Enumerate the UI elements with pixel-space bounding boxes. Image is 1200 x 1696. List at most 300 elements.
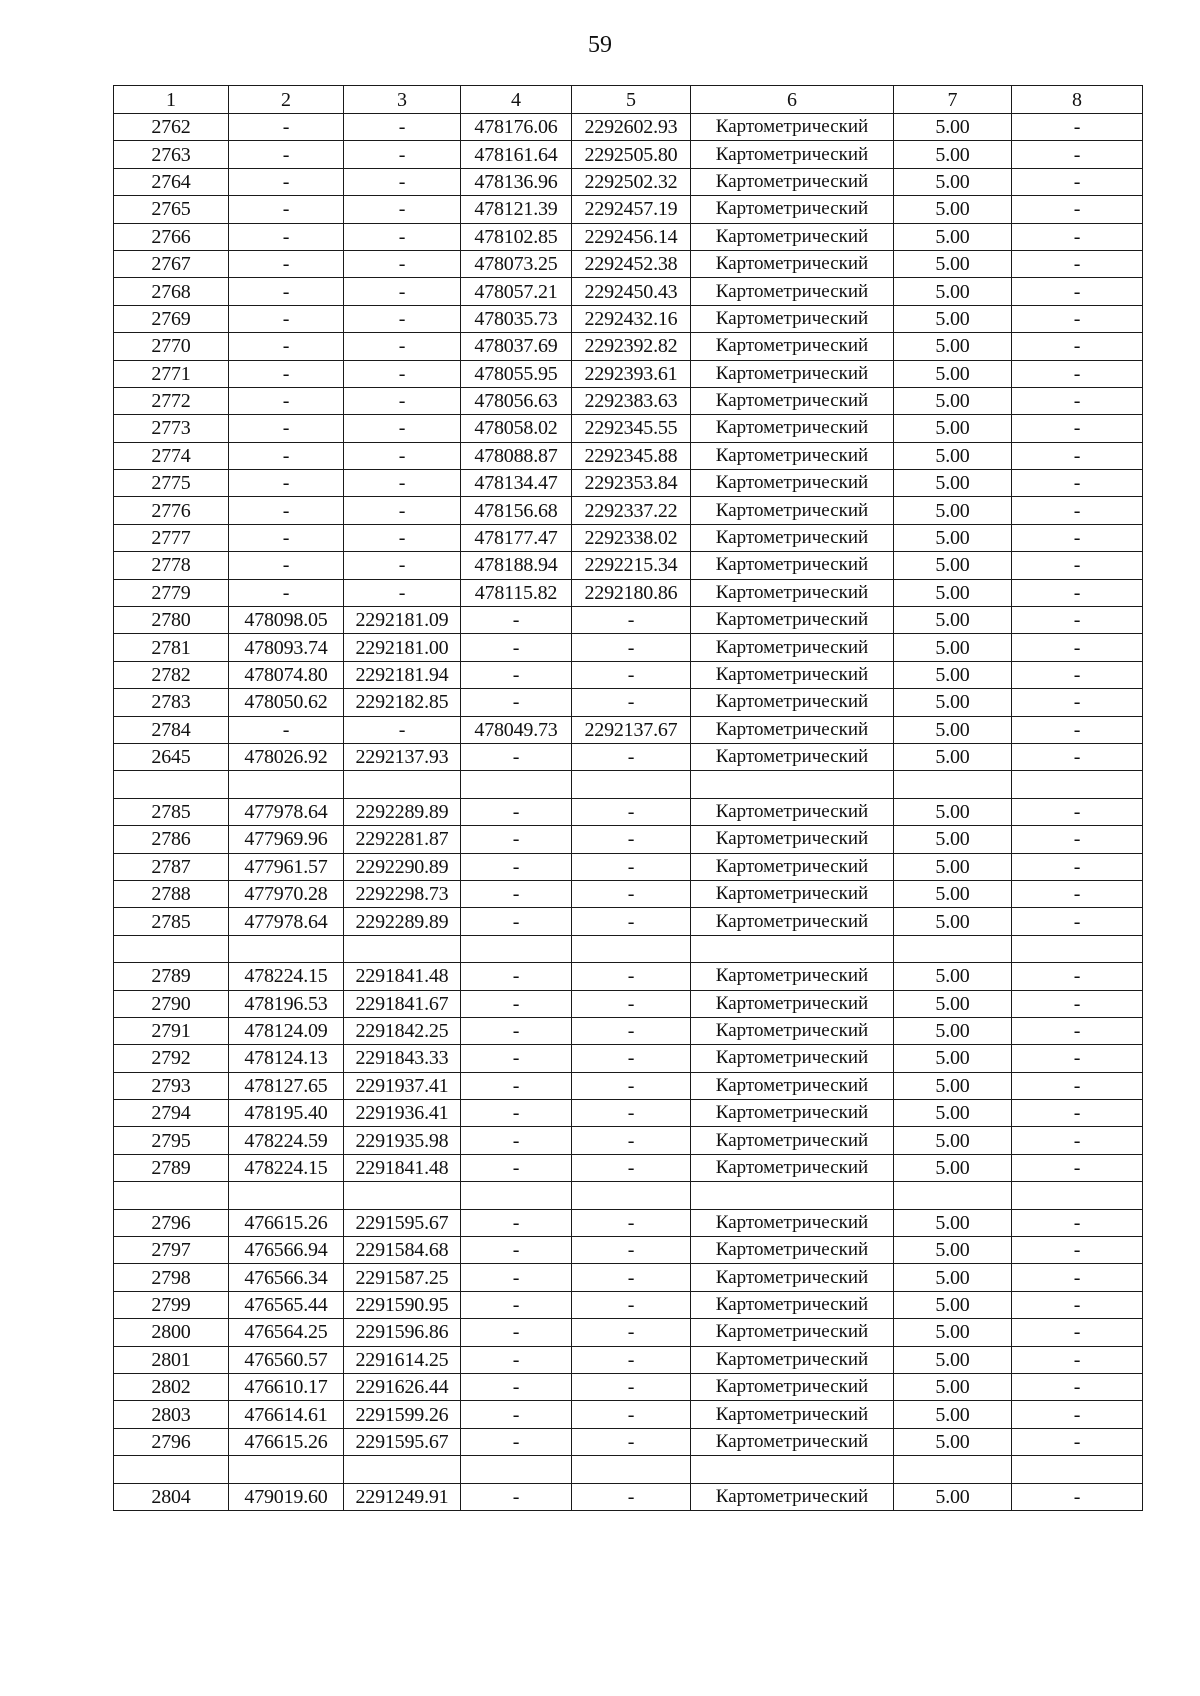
x-new-cell: -	[461, 607, 572, 634]
y-new-cell: 2292450.43	[572, 278, 691, 305]
point-number-cell: 2777	[114, 524, 229, 551]
description-cell: -	[1012, 1291, 1143, 1318]
x-new-cell: 478035.73	[461, 305, 572, 332]
y-new-cell: -	[572, 1072, 691, 1099]
description-cell: -	[1012, 990, 1143, 1017]
x-new-cell: -	[461, 1346, 572, 1373]
y-new-cell: 2292393.61	[572, 360, 691, 387]
description-cell	[1012, 771, 1143, 798]
y-new-cell: -	[572, 743, 691, 770]
y-new-cell: 2292345.55	[572, 415, 691, 442]
x-new-cell	[461, 935, 572, 962]
point-number-cell: 2645	[114, 743, 229, 770]
x-new-cell: 478055.95	[461, 360, 572, 387]
point-number-cell: 2765	[114, 196, 229, 223]
y-old-cell: 2291595.67	[344, 1428, 461, 1455]
method-cell: Картометрический	[691, 1045, 894, 1072]
point-number-cell: 2783	[114, 689, 229, 716]
method-cell: Картометрический	[691, 387, 894, 414]
table-row	[114, 524, 1143, 551]
method-cell: Картометрический	[691, 141, 894, 168]
y-old-cell: 2291595.67	[344, 1209, 461, 1236]
point-number-cell: 2781	[114, 634, 229, 661]
x-old-cell: -	[229, 114, 344, 141]
y-old-cell: 2291614.25	[344, 1346, 461, 1373]
accuracy-cell: 5.00	[894, 168, 1012, 195]
y-old-cell: 2291936.41	[344, 1100, 461, 1127]
point-number-cell: 2772	[114, 387, 229, 414]
table-row	[114, 880, 1143, 907]
table-row	[114, 661, 1143, 688]
accuracy-cell: 5.00	[894, 1072, 1012, 1099]
x-new-cell	[461, 771, 572, 798]
y-old-cell: 2291599.26	[344, 1401, 461, 1428]
y-new-cell: -	[572, 1401, 691, 1428]
x-old-cell: -	[229, 305, 344, 332]
x-old-cell: -	[229, 552, 344, 579]
x-new-cell: 478121.39	[461, 196, 572, 223]
y-old-cell: 2291841.67	[344, 990, 461, 1017]
accuracy-cell: 5.00	[894, 634, 1012, 661]
x-old-cell: 476615.26	[229, 1209, 344, 1236]
table-header	[114, 86, 1143, 114]
accuracy-cell: 5.00	[894, 1401, 1012, 1428]
x-new-cell: 478049.73	[461, 716, 572, 743]
method-cell: Картометрический	[691, 853, 894, 880]
point-number-cell: 2775	[114, 470, 229, 497]
table-row	[114, 1483, 1143, 1510]
description-cell: -	[1012, 689, 1143, 716]
accuracy-cell: 5.00	[894, 1237, 1012, 1264]
y-old-cell: 2291249.91	[344, 1483, 461, 1510]
method-cell: Картометрический	[691, 223, 894, 250]
table-row	[114, 387, 1143, 414]
table-row	[114, 853, 1143, 880]
x-new-cell: -	[461, 908, 572, 935]
column-header: 4	[461, 86, 572, 114]
table-row	[114, 497, 1143, 524]
y-new-cell: -	[572, 1373, 691, 1400]
description-cell: -	[1012, 415, 1143, 442]
y-new-cell: 2292502.32	[572, 168, 691, 195]
y-new-cell: -	[572, 1154, 691, 1181]
accuracy-cell: 5.00	[894, 1428, 1012, 1455]
table-row	[114, 114, 1143, 141]
y-new-cell: 2292137.67	[572, 716, 691, 743]
accuracy-cell: 5.00	[894, 990, 1012, 1017]
table-row	[114, 689, 1143, 716]
method-cell: Картометрический	[691, 607, 894, 634]
accuracy-cell: 5.00	[894, 1100, 1012, 1127]
table-row	[114, 442, 1143, 469]
y-new-cell: -	[572, 1428, 691, 1455]
description-cell: -	[1012, 963, 1143, 990]
x-old-cell: 478224.15	[229, 1154, 344, 1181]
point-number-cell: 2773	[114, 415, 229, 442]
x-old-cell: -	[229, 250, 344, 277]
coordinates-table	[113, 85, 1143, 1511]
description-cell: -	[1012, 1401, 1143, 1428]
point-number-cell: 2803	[114, 1401, 229, 1428]
y-new-cell: 2292457.19	[572, 196, 691, 223]
table-row	[114, 196, 1143, 223]
description-cell: -	[1012, 333, 1143, 360]
y-old-cell: 2291842.25	[344, 1017, 461, 1044]
y-old-cell: -	[344, 333, 461, 360]
table-row	[114, 1072, 1143, 1099]
accuracy-cell: 5.00	[894, 442, 1012, 469]
table-row	[114, 716, 1143, 743]
accuracy-cell: 5.00	[894, 415, 1012, 442]
accuracy-cell: 5.00	[894, 552, 1012, 579]
table-row	[114, 1045, 1143, 1072]
point-number-cell: 2787	[114, 853, 229, 880]
x-new-cell: -	[461, 1127, 572, 1154]
y-new-cell: -	[572, 634, 691, 661]
description-cell: -	[1012, 908, 1143, 935]
method-cell: Картометрический	[691, 1291, 894, 1318]
y-old-cell: 2291935.98	[344, 1127, 461, 1154]
description-cell	[1012, 1456, 1143, 1483]
y-new-cell: -	[572, 1483, 691, 1510]
method-cell: Картометрический	[691, 1209, 894, 1236]
table-row	[114, 634, 1143, 661]
table-row	[114, 278, 1143, 305]
x-old-cell: 478195.40	[229, 1100, 344, 1127]
point-number-cell: 2778	[114, 552, 229, 579]
method-cell: Картометрический	[691, 1154, 894, 1181]
accuracy-cell: 5.00	[894, 1264, 1012, 1291]
method-cell: Картометрический	[691, 415, 894, 442]
header-row	[114, 86, 1143, 114]
x-new-cell: 478102.85	[461, 223, 572, 250]
method-cell: Картометрический	[691, 168, 894, 195]
table-row	[114, 1319, 1143, 1346]
description-cell: -	[1012, 1072, 1143, 1099]
method-cell: Картометрический	[691, 908, 894, 935]
description-cell: -	[1012, 579, 1143, 606]
description-cell: -	[1012, 360, 1143, 387]
separator-row	[114, 771, 1143, 798]
x-old-cell	[229, 1456, 344, 1483]
x-new-cell: 478161.64	[461, 141, 572, 168]
column-header: 6	[691, 86, 894, 114]
description-cell: -	[1012, 661, 1143, 688]
y-old-cell	[344, 1456, 461, 1483]
x-new-cell: -	[461, 1072, 572, 1099]
method-cell: Картометрический	[691, 442, 894, 469]
point-number-cell: 2780	[114, 607, 229, 634]
x-new-cell: -	[461, 1100, 572, 1127]
y-new-cell: -	[572, 990, 691, 1017]
x-new-cell: 478088.87	[461, 442, 572, 469]
x-new-cell: 478134.47	[461, 470, 572, 497]
y-old-cell: 2291843.33	[344, 1045, 461, 1072]
method-cell: Картометрический	[691, 1483, 894, 1510]
x-new-cell: -	[461, 853, 572, 880]
x-old-cell: 476566.34	[229, 1264, 344, 1291]
x-old-cell: 477978.64	[229, 908, 344, 935]
point-number-cell	[114, 935, 229, 962]
x-new-cell: -	[461, 1237, 572, 1264]
description-cell: -	[1012, 168, 1143, 195]
y-new-cell: -	[572, 1209, 691, 1236]
accuracy-cell: 5.00	[894, 1209, 1012, 1236]
x-old-cell: 478124.13	[229, 1045, 344, 1072]
accuracy-cell: 5.00	[894, 196, 1012, 223]
accuracy-cell: 5.00	[894, 524, 1012, 551]
x-new-cell: -	[461, 1428, 572, 1455]
x-old-cell: 478093.74	[229, 634, 344, 661]
y-old-cell: 2291587.25	[344, 1264, 461, 1291]
y-old-cell: 2292298.73	[344, 880, 461, 907]
y-new-cell: 2292392.82	[572, 333, 691, 360]
separator-row	[114, 1182, 1143, 1209]
x-old-cell: 476566.94	[229, 1237, 344, 1264]
point-number-cell: 2796	[114, 1209, 229, 1236]
x-new-cell: -	[461, 1401, 572, 1428]
method-cell: Картометрический	[691, 798, 894, 825]
point-number-cell: 2764	[114, 168, 229, 195]
y-new-cell: -	[572, 1319, 691, 1346]
y-old-cell: -	[344, 524, 461, 551]
y-new-cell: 2292505.80	[572, 141, 691, 168]
x-old-cell: 476565.44	[229, 1291, 344, 1318]
description-cell: -	[1012, 1483, 1143, 1510]
point-number-cell: 2767	[114, 250, 229, 277]
description-cell: -	[1012, 716, 1143, 743]
description-cell	[1012, 935, 1143, 962]
y-old-cell: -	[344, 716, 461, 743]
point-number-cell: 2791	[114, 1017, 229, 1044]
point-number-cell: 2784	[114, 716, 229, 743]
y-new-cell: -	[572, 1045, 691, 1072]
x-new-cell: -	[461, 1319, 572, 1346]
x-new-cell: 478058.02	[461, 415, 572, 442]
x-old-cell: -	[229, 141, 344, 168]
point-number-cell	[114, 1182, 229, 1209]
x-new-cell: -	[461, 634, 572, 661]
y-old-cell: 2292181.00	[344, 634, 461, 661]
y-new-cell: -	[572, 1291, 691, 1318]
x-old-cell: -	[229, 415, 344, 442]
y-new-cell: 2292180.86	[572, 579, 691, 606]
method-cell: Картометрический	[691, 497, 894, 524]
accuracy-cell: 5.00	[894, 114, 1012, 141]
column-header: 8	[1012, 86, 1143, 114]
y-old-cell	[344, 935, 461, 962]
y-new-cell: 2292602.93	[572, 114, 691, 141]
description-cell: -	[1012, 524, 1143, 551]
x-old-cell: 478026.92	[229, 743, 344, 770]
y-old-cell: -	[344, 360, 461, 387]
y-new-cell: -	[572, 689, 691, 716]
table-row	[114, 1154, 1143, 1181]
column-header: 5	[572, 86, 691, 114]
method-cell: Картометрический	[691, 333, 894, 360]
x-old-cell: 477969.96	[229, 826, 344, 853]
table-row	[114, 1017, 1143, 1044]
method-cell: Картометрический	[691, 114, 894, 141]
point-number-cell: 2792	[114, 1045, 229, 1072]
y-old-cell: -	[344, 470, 461, 497]
accuracy-cell	[894, 771, 1012, 798]
x-old-cell: -	[229, 470, 344, 497]
table-row	[114, 1401, 1143, 1428]
description-cell: -	[1012, 250, 1143, 277]
accuracy-cell: 5.00	[894, 333, 1012, 360]
table-row	[114, 743, 1143, 770]
table-row	[114, 360, 1143, 387]
point-number-cell: 2786	[114, 826, 229, 853]
method-cell: Картометрический	[691, 689, 894, 716]
accuracy-cell: 5.00	[894, 607, 1012, 634]
x-old-cell	[229, 771, 344, 798]
method-cell: Картометрический	[691, 880, 894, 907]
method-cell: Картометрический	[691, 963, 894, 990]
description-cell: -	[1012, 798, 1143, 825]
point-number-cell: 2802	[114, 1373, 229, 1400]
accuracy-cell: 5.00	[894, 223, 1012, 250]
description-cell: -	[1012, 743, 1143, 770]
description-cell: -	[1012, 1154, 1143, 1181]
method-cell: Картометрический	[691, 1100, 894, 1127]
point-number-cell	[114, 771, 229, 798]
y-new-cell: -	[572, 607, 691, 634]
y-new-cell: -	[572, 853, 691, 880]
y-new-cell	[572, 935, 691, 962]
description-cell: -	[1012, 1127, 1143, 1154]
method-cell	[691, 935, 894, 962]
y-new-cell: 2292383.63	[572, 387, 691, 414]
table-row	[114, 223, 1143, 250]
x-old-cell: 478098.05	[229, 607, 344, 634]
y-new-cell: -	[572, 826, 691, 853]
x-old-cell: 479019.60	[229, 1483, 344, 1510]
y-old-cell: -	[344, 552, 461, 579]
table-row	[114, 1237, 1143, 1264]
table-row	[114, 1428, 1143, 1455]
method-cell: Картометрический	[691, 360, 894, 387]
description-cell: -	[1012, 1428, 1143, 1455]
accuracy-cell: 5.00	[894, 1017, 1012, 1044]
x-new-cell	[461, 1182, 572, 1209]
method-cell: Картометрический	[691, 1072, 894, 1099]
y-new-cell: -	[572, 880, 691, 907]
description-cell	[1012, 1182, 1143, 1209]
y-old-cell: -	[344, 387, 461, 414]
y-new-cell: -	[572, 963, 691, 990]
description-cell: -	[1012, 387, 1143, 414]
point-number-cell: 2794	[114, 1100, 229, 1127]
table-row	[114, 1209, 1143, 1236]
x-new-cell: -	[461, 990, 572, 1017]
description-cell: -	[1012, 114, 1143, 141]
description-cell: -	[1012, 223, 1143, 250]
method-cell: Картометрический	[691, 305, 894, 332]
method-cell: Картометрический	[691, 990, 894, 1017]
accuracy-cell: 5.00	[894, 1319, 1012, 1346]
accuracy-cell: 5.00	[894, 1291, 1012, 1318]
y-old-cell: 2291841.48	[344, 963, 461, 990]
y-new-cell: 2292353.84	[572, 470, 691, 497]
accuracy-cell: 5.00	[894, 1373, 1012, 1400]
x-new-cell: 478136.96	[461, 168, 572, 195]
x-new-cell: -	[461, 661, 572, 688]
table-row	[114, 579, 1143, 606]
x-new-cell: -	[461, 689, 572, 716]
x-new-cell: 478056.63	[461, 387, 572, 414]
x-old-cell: 476564.25	[229, 1319, 344, 1346]
y-new-cell	[572, 1182, 691, 1209]
description-cell: -	[1012, 1017, 1143, 1044]
table-row	[114, 798, 1143, 825]
y-new-cell: -	[572, 1264, 691, 1291]
accuracy-cell: 5.00	[894, 1483, 1012, 1510]
y-new-cell: -	[572, 1346, 691, 1373]
accuracy-cell: 5.00	[894, 1154, 1012, 1181]
x-new-cell: -	[461, 1483, 572, 1510]
table-row	[114, 1373, 1143, 1400]
y-old-cell: -	[344, 278, 461, 305]
x-old-cell: 476560.57	[229, 1346, 344, 1373]
x-new-cell: -	[461, 1373, 572, 1400]
table-row	[114, 607, 1143, 634]
point-number-cell: 2769	[114, 305, 229, 332]
table-row	[114, 250, 1143, 277]
point-number-cell: 2799	[114, 1291, 229, 1318]
method-cell: Картометрический	[691, 1373, 894, 1400]
point-number-cell: 2788	[114, 880, 229, 907]
accuracy-cell: 5.00	[894, 826, 1012, 853]
table-row	[114, 168, 1143, 195]
method-cell	[691, 1182, 894, 1209]
point-number-cell: 2801	[114, 1346, 229, 1373]
x-old-cell: -	[229, 196, 344, 223]
y-old-cell: 2292137.93	[344, 743, 461, 770]
table-row	[114, 1346, 1143, 1373]
point-number-cell: 2766	[114, 223, 229, 250]
y-new-cell: 2292215.34	[572, 552, 691, 579]
method-cell: Картометрический	[691, 524, 894, 551]
y-old-cell: -	[344, 168, 461, 195]
accuracy-cell	[894, 935, 1012, 962]
accuracy-cell: 5.00	[894, 689, 1012, 716]
table-row	[114, 141, 1143, 168]
point-number-cell: 2804	[114, 1483, 229, 1510]
y-new-cell: -	[572, 1127, 691, 1154]
method-cell: Картометрический	[691, 552, 894, 579]
x-old-cell: 478224.15	[229, 963, 344, 990]
y-new-cell: -	[572, 908, 691, 935]
x-new-cell: 478177.47	[461, 524, 572, 551]
method-cell: Картометрический	[691, 826, 894, 853]
accuracy-cell: 5.00	[894, 963, 1012, 990]
table-row	[114, 470, 1143, 497]
description-cell: -	[1012, 470, 1143, 497]
description-cell: -	[1012, 607, 1143, 634]
method-cell: Картометрический	[691, 1428, 894, 1455]
y-old-cell	[344, 1182, 461, 1209]
x-old-cell: 478074.80	[229, 661, 344, 688]
description-cell: -	[1012, 853, 1143, 880]
x-old-cell: 477978.64	[229, 798, 344, 825]
accuracy-cell: 5.00	[894, 743, 1012, 770]
x-new-cell: -	[461, 1209, 572, 1236]
table-row	[114, 333, 1143, 360]
method-cell: Картометрический	[691, 1401, 894, 1428]
y-new-cell: -	[572, 798, 691, 825]
